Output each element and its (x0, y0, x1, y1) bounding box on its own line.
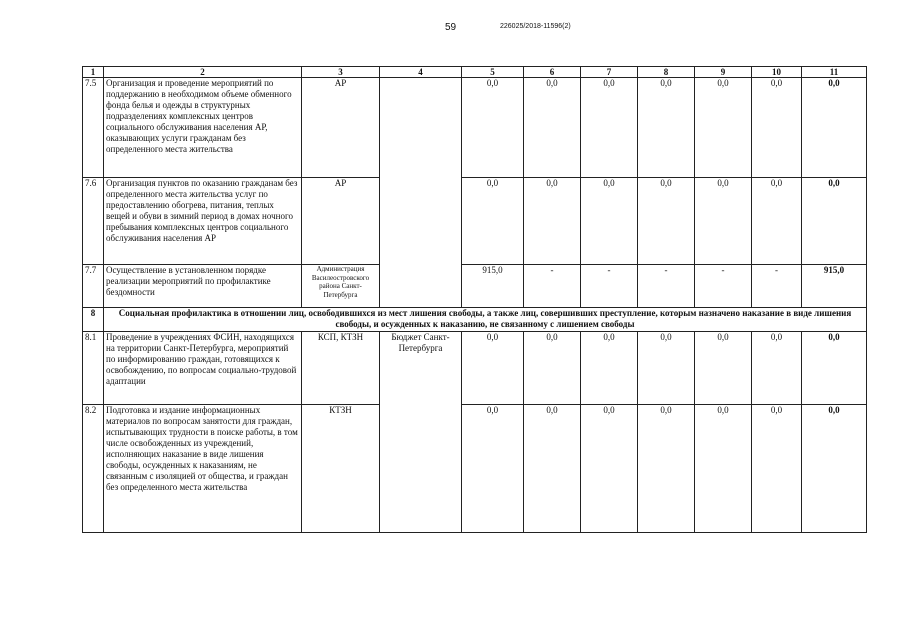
column-header: 3 (302, 67, 380, 78)
year-value: 0,0 (524, 78, 581, 178)
row-number: 7.6 (83, 178, 104, 265)
row-number: 8.2 (83, 405, 104, 533)
section-row (83, 308, 867, 332)
year-value: 0,0 (462, 178, 524, 265)
total-value: 0,0 (802, 178, 867, 265)
funding-source (380, 78, 462, 308)
year-value: 0,0 (638, 178, 695, 265)
year-value: 0,0 (752, 78, 802, 178)
measure-name: Осуществление в установленном порядке реализации мероприятий по профилактике бездомности (104, 265, 302, 308)
executor: Администрация Василеостровского района Санкт-Петербурга (302, 265, 380, 308)
year-value: 0,0 (581, 405, 638, 533)
year-value: - (638, 265, 695, 308)
year-value: 0,0 (695, 78, 752, 178)
year-value: 0,0 (695, 178, 752, 265)
column-header: 2 (104, 67, 302, 78)
funding-source: Бюджет Санкт-Петербурга (380, 332, 462, 533)
year-value: 0,0 (752, 405, 802, 533)
document-id: 226025/2018-11596(2) (500, 23, 571, 30)
row-number: 7.7 (83, 265, 104, 308)
measure-name: Проведение в учреждениях ФСИН, находящихся на территории Санкт-Петербурга, мероприятий по информированию граждан, готовящихся к освобождению, по вопросам социально-трудовой адаптации (104, 332, 302, 405)
page-number: 59 (445, 22, 457, 33)
column-header: 4 (380, 67, 462, 78)
year-value: - (752, 265, 802, 308)
year-value: 0,0 (581, 178, 638, 265)
year-value: 0,0 (638, 78, 695, 178)
year-value: 0,0 (695, 405, 752, 533)
table-row (83, 332, 867, 405)
year-value: 0,0 (524, 405, 581, 533)
year-value: 0,0 (695, 332, 752, 405)
year-value: 0,0 (638, 405, 695, 533)
year-value: 0,0 (524, 178, 581, 265)
program-table (82, 66, 867, 533)
column-number-row (83, 67, 867, 78)
year-value: 0,0 (581, 78, 638, 178)
year-value: - (581, 265, 638, 308)
year-value: 0,0 (524, 332, 581, 405)
column-header: 11 (802, 67, 867, 78)
table-row (83, 265, 867, 308)
column-header: 7 (581, 67, 638, 78)
year-value: 0,0 (462, 405, 524, 533)
year-value: 0,0 (581, 332, 638, 405)
year-value: 0,0 (638, 332, 695, 405)
measure-name: Организация пунктов по оказанию гражданам без определенного места жительства услуг по предоставлению обогрева, питания, теплых вещей и обуви в зимний период в домах ночного пребывания комплексных центров социального обслуживания населения АР (104, 178, 302, 265)
executor: КСП, КТЗН (302, 332, 380, 405)
column-header: 8 (638, 67, 695, 78)
total-value: 0,0 (802, 405, 867, 533)
total-value: 915,0 (802, 265, 867, 308)
column-header: 5 (462, 67, 524, 78)
column-header: 10 (752, 67, 802, 78)
row-number: 8.1 (83, 332, 104, 405)
executor: АР (302, 178, 380, 265)
year-value: 0,0 (462, 78, 524, 178)
executor: КТЗН (302, 405, 380, 533)
row-number: 7.5 (83, 78, 104, 178)
year-value: 0,0 (462, 332, 524, 405)
executor: АР (302, 78, 380, 178)
column-header: 6 (524, 67, 581, 78)
section-title: Социальная профилактика в отношении лиц, освободившихся из мест лишения свободы, а также лиц, совершивших преступление, которым назначено наказание в виде лишения свободы, и осужденных к наказанию, не связанному с лишением свободы (104, 308, 867, 332)
table-row (83, 178, 867, 265)
section-number: 8 (83, 308, 104, 332)
total-value: 0,0 (802, 332, 867, 405)
year-value: - (695, 265, 752, 308)
year-value: 0,0 (752, 332, 802, 405)
total-value: 0,0 (802, 78, 867, 178)
measure-name: Подготовка и издание информационных материалов по вопросам занятости для граждан, испытывающих трудности в поиске работы, в том числе освобожденных из учреждений, исполняющих наказание в виде лишения свободы, осужденных к наказаниям, не связанным с изоляцией от общества, и граждан без определенного места жительства (104, 405, 302, 533)
table-row (83, 78, 867, 178)
year-value: 915,0 (462, 265, 524, 308)
column-header: 1 (83, 67, 104, 78)
table-row (83, 405, 867, 533)
measure-name: Организация и проведение мероприятий по поддержанию в необходимом объеме обменного фонда белья и одежды в структурных подразделениях комплексных центров социального обслуживания населения АР, оказывающих услуги гражданам без определенного места жительства (104, 78, 302, 178)
year-value: 0,0 (752, 178, 802, 265)
column-header: 9 (695, 67, 752, 78)
year-value: - (524, 265, 581, 308)
